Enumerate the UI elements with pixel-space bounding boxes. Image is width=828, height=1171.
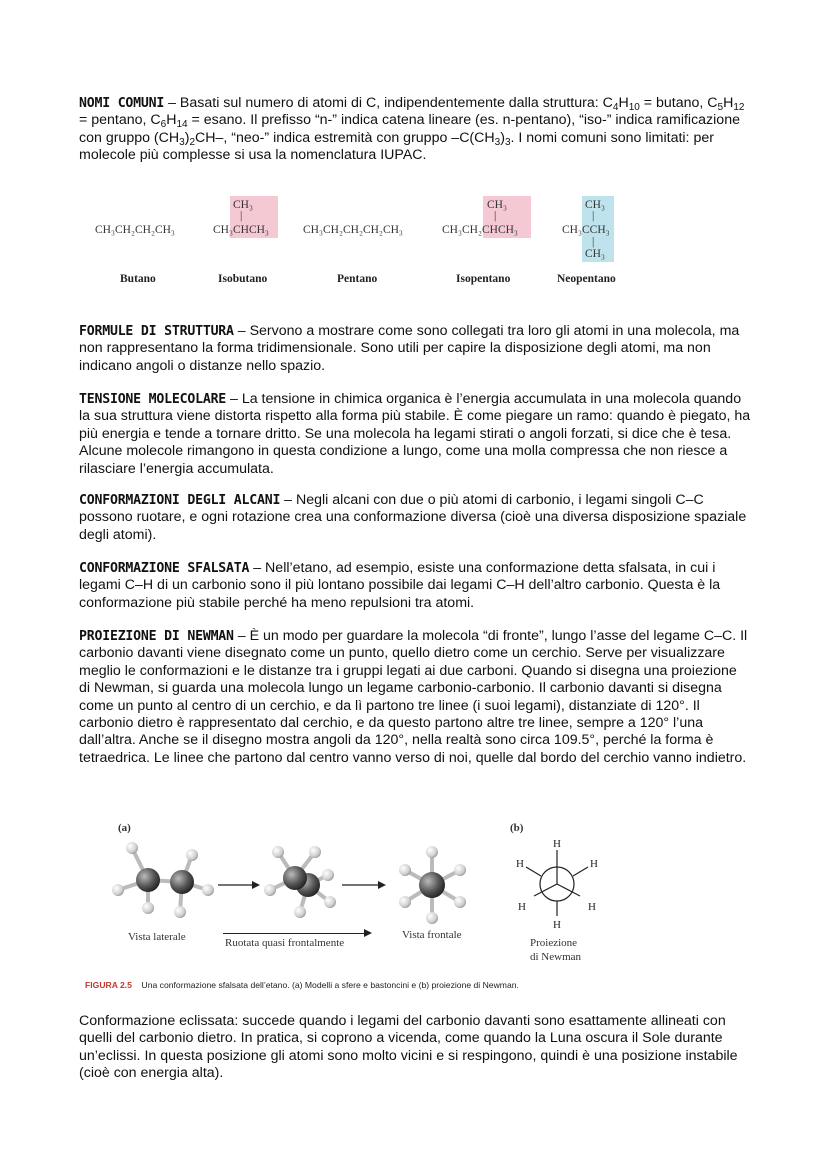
neopentano-bond-top: | [592,210,595,222]
isobutano-bond: | [240,210,243,222]
arrow-2-head [378,881,386,889]
newman-projection [512,834,602,934]
newman-h-top: H [553,838,561,850]
isopentano-top: CH₃ [487,199,507,211]
newman-h-upper-left: H [516,858,524,870]
heading-proiezione-newman: PROIEZIONE DI NEWMAN [79,629,234,644]
figure-caption [85,980,519,990]
isopentano-bond: | [494,210,497,222]
label-pentano: Pentano [337,273,378,285]
label-vista-laterale: Vista laterale [128,931,186,943]
label-isopentano: Isopentano [456,273,511,285]
label-ruotata: Ruotata quasi frontalmente [225,937,345,949]
pentano-formula: CH₃CH₂CH₂CH₂CH₃ [303,224,403,236]
isobutano-top: CH₃ [233,199,253,211]
newman-h-upper-right: H [590,858,598,870]
heading-formule-di-struttura: FORMULE DI STRUTTURA [79,324,234,339]
isobutano-formula: CH₃CHCH₃ [213,224,269,236]
neopentano-top: CH₃ [585,199,605,211]
heading-conformazioni-alcani: CONFORMAZIONI DEGLI ALCANI [79,493,281,508]
isopentano-formula: CH₃CH₂CHCH₃ [442,224,518,236]
arrow-1-head [252,881,260,889]
butano-formula: CH₃CH₂CH₂CH₃ [95,224,175,236]
paragraph-formule-di-struttura: FORMULE DI STRUTTURA – Servono a mostrare come sono collegati tra loro gli atomi in una molecola, ma non rappresentano la forma tridimensionale. Sono utili per capire la disposizione degli atomi, ma non indicano angoli o distanze nello spazio. [79,323,740,374]
label-proiezione-1: Proiezione [530,937,578,949]
paragraph-tensione-molecolare: TENSIONE MOLECOLARE – La tensione in chimica organica è l’energia accumulata in una molecola quando la sua struttura viene distorta rispetto alla forma più stabile. È come piegare un ramo: quando è piegato, ha più energia e tende a tornare dritto. Se una molecola ha legami stirati o angoli forzati, si dice che è tesa. Alcune molecole rimangono in questa condizione a lungo, come una molla compressa che non riesce a rilasciare l’energia accumulata. [79,391,751,477]
neopentano-bottom: CH₃ [585,248,605,260]
paragraph-proiezione-newman: PROIEZIONE DI NEWMAN – È un modo per guardare la molecola “di fronte”, lungo l’asse del legame C–C. Il carbonio davanti viene disegnato come un punto, quello dietro come un cerchio. Serve per visualizzare meglio le conformazioni e le distanze tra i gruppi legati ai due carboni. Quando si disegna una proiezione di Newman, si guarda una molecola lungo un legame carbonio-carbonio. Il carbonio davanti si disegna come un punto al centro di un cerchio, e da lì partono tre linee (i suoi legami), distanziate di 120°. Il carbonio dietro è rappresentato dal cerchio, e da questo partono altre tre linee, sempre a 120° l’una dall’altra. Anche se il disegno mostra angoli da 120°, nella realtà sono circa 109.5°, perché la forma è tetraedrica. Le linee che partono dal centro vanno verso di noi, quelle dal bordo del cerchio vanno indietro. [79,628,748,766]
heading-nomi-comuni: NOMI COMUNI [79,96,165,111]
heading-conformazione-sfalsata: CONFORMAZIONE SFALSATA [79,561,250,576]
paragraph-nomi-comuni: NOMI COMUNI – Basati sul numero di atomi di C, indipendentemente dalla struttura: $C_4H_{10} = butano$, $C_5H_{12} = pentano$, $C_6H_{14}$ = esano. Il prefisso “n-” indica catena lineare (es. n-pentano), “iso-” indica ramificazione con gruppo $(CH_3)_2CH-$, “neo-” indica estremità con gruppo $-C(CH_3)_3$. I nomi comuni sono limitati: per molecole più complesse si usa la nomenclatura IUPAC. [79,95,745,164]
rotation-arrow-head [364,929,372,937]
neopentano-formula: CH₃CCH₃ [562,224,610,236]
rotation-arrow-line [223,933,365,934]
caption-text: Una conformazione sfalsata dell’etano. (a) Modelli a sfere e bastoncini e (b) proiezione di Newman. [141,980,519,990]
paragraph-conformazioni-alcani: CONFORMAZIONI DEGLI ALCANI – Negli alcani con due o più atomi di carbonio, i legami singoli C–C possono ruotare, e ogni rotazione crea una conformazione diversa (cioè una diversa disposizione spaziale degli atomi). [79,492,747,543]
label-butano: Butano [120,273,156,285]
neopentano-bond-bottom: | [592,236,595,248]
paragraph-conformazione-eclissata: Conformazione eclissata: succede quando i legami del carbonio davanti sono esattamente allineati con quelli del carbonio dietro. In pratica, si coprono a vicenda, come quando la Luna oscura il Sole durante un’eclissi. In questa posizione gli atomi sono molto vicini e si respingono, quindi è una posizione instabile (cioè con energia alta). [79,1013,738,1082]
label-neopentano: Neopentano [557,273,616,285]
ball-and-stick-models [100,830,500,940]
label-a: (a) [118,822,131,834]
caption-label: FIGURA 2.5 [85,980,132,990]
heading-tensione-molecolare: TENSIONE MOLECOLARE [79,392,227,407]
newman-h-bottom: H [553,919,561,931]
label-b: (b) [510,822,524,834]
label-proiezione-2: di Newman [530,951,582,963]
paragraph-conformazione-sfalsata: CONFORMAZIONE SFALSATA – Nell’etano, ad esempio, esiste una conformazione detta sfalsata, in cui i legami C–H di un carbonio sono il più lontano possibile dai legami C–H dell’altro carbonio. Questa è la conformazione più stabile perché ha meno repulsioni tra atomi. [79,560,721,611]
newman-h-lower-left: H [518,901,526,913]
label-vista-frontale: Vista frontale [402,929,462,941]
newman-h-lower-right: H [588,901,596,913]
label-isobutano: Isobutano [218,273,268,285]
